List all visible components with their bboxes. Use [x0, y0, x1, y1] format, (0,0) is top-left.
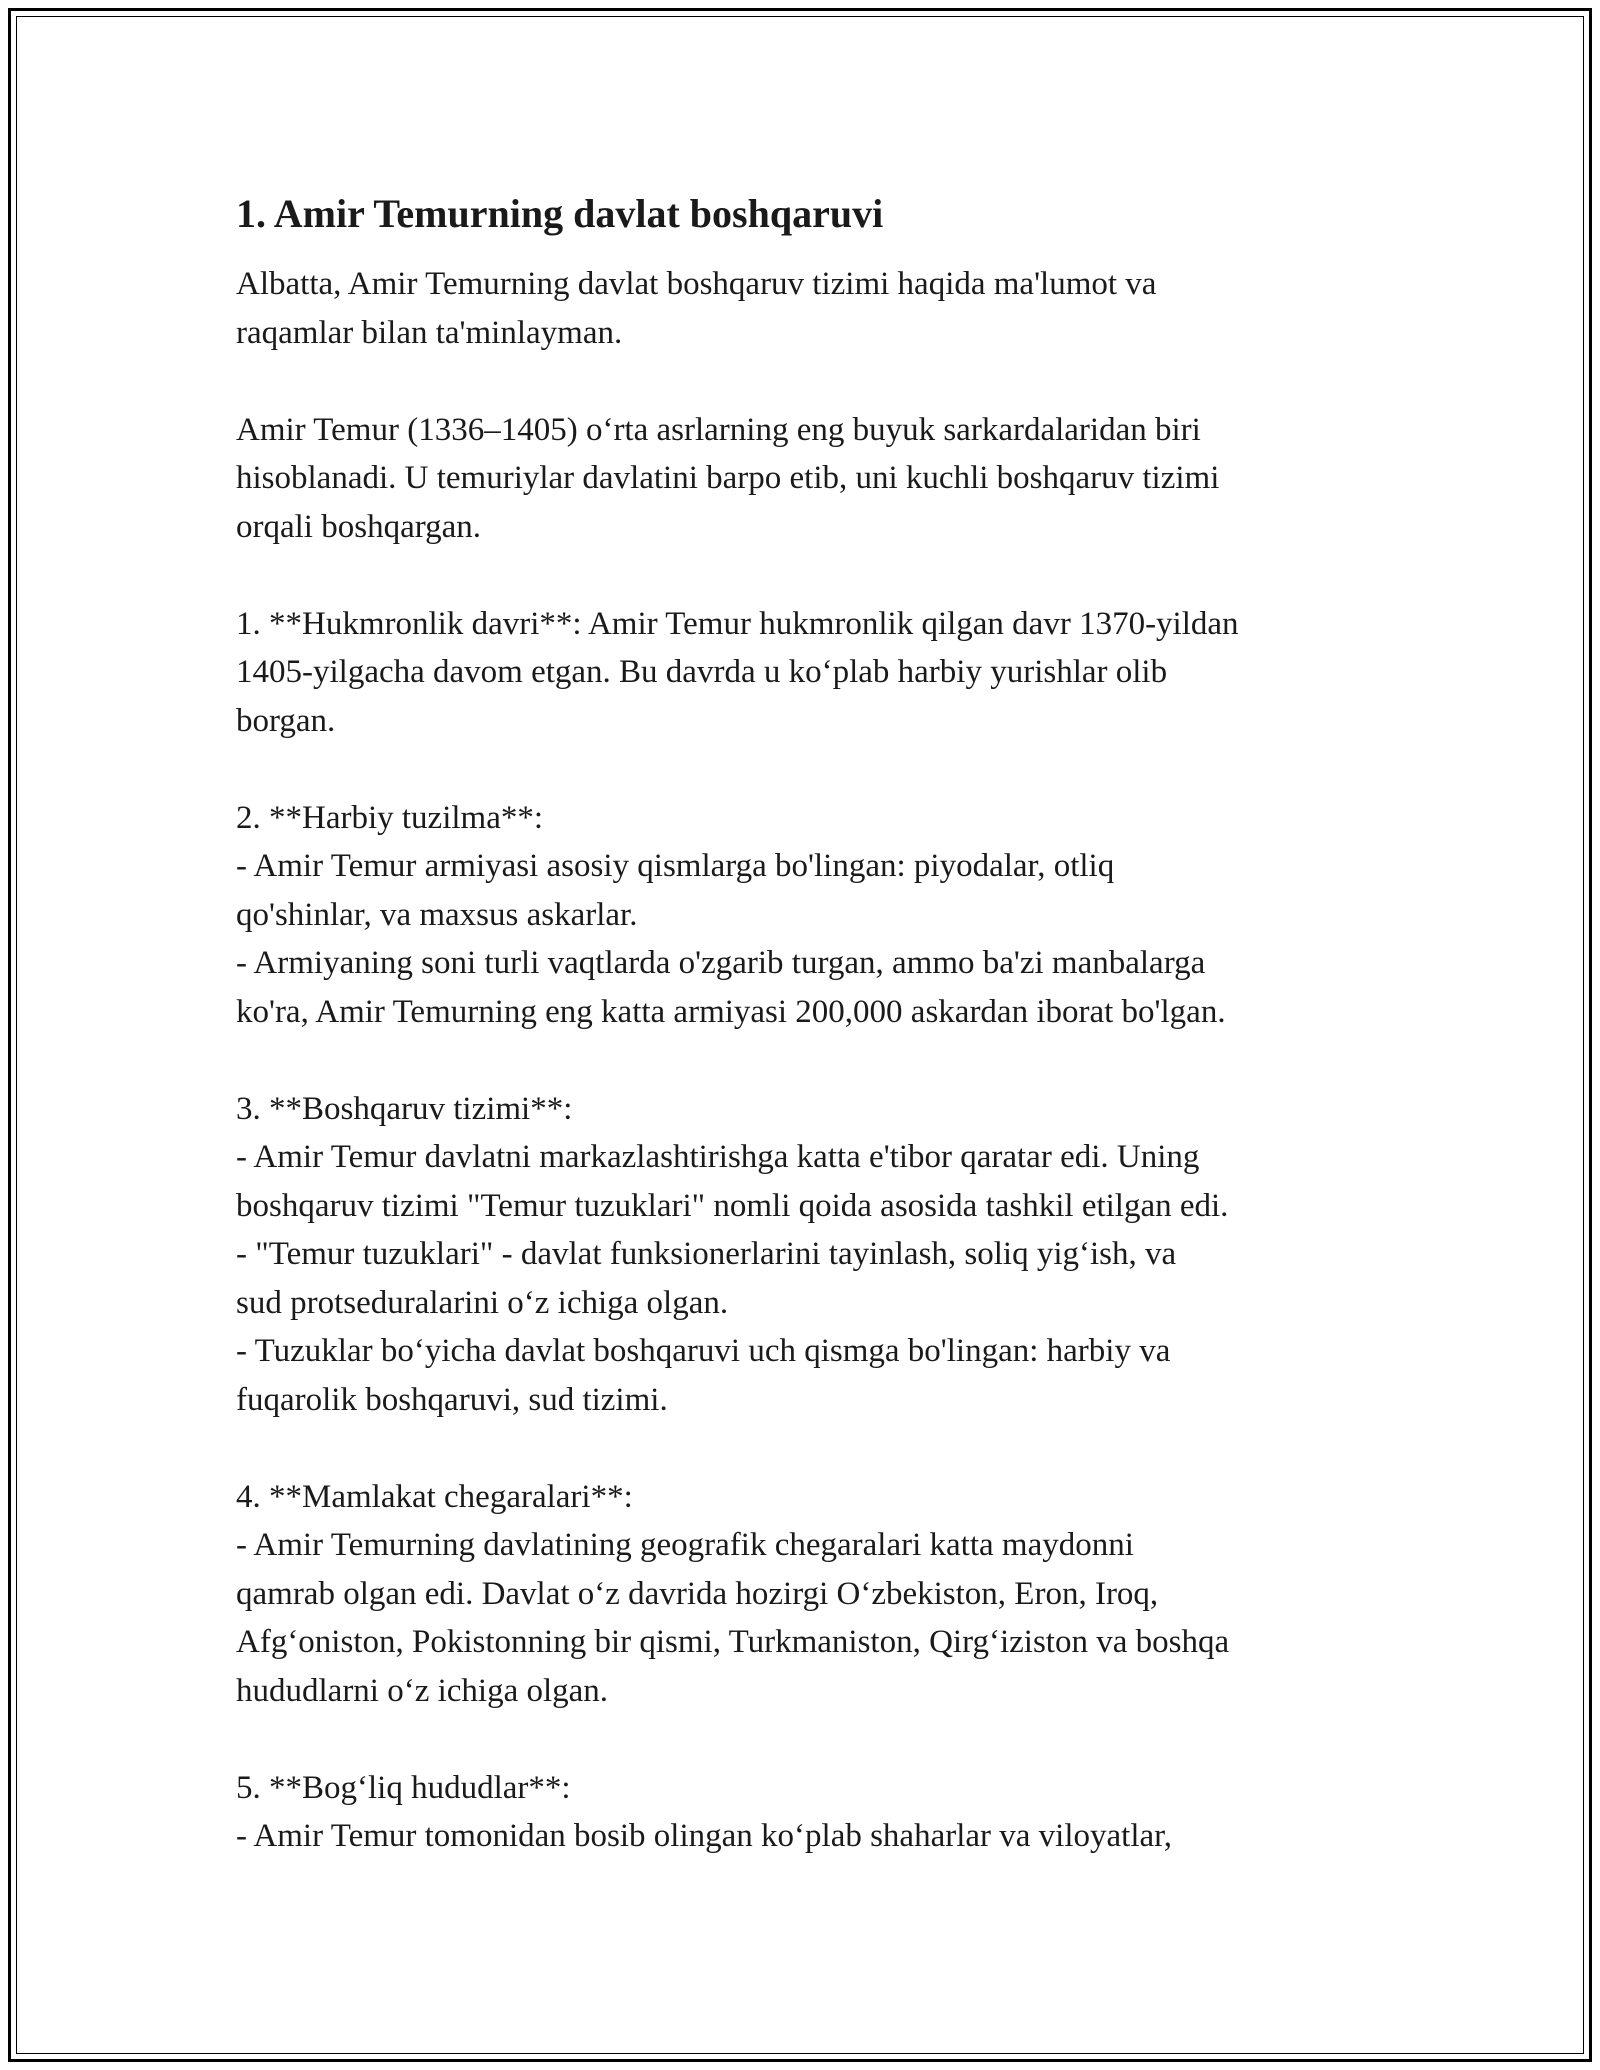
section-5-bullet-1: - Amir Temur tomonidan bosib olingan ko‘plab shaharlar va viloyatlar, — [236, 1818, 1173, 1854]
section-1-text: 1. **Hukmronlik davri**: Amir Temur hukmronlik qilgan davr 1370-yildan 1405-yilgacha davom etgan. Bu davrda u ko‘plab harbiy yurishlar olib borgan. — [236, 605, 1239, 739]
section-2-bullet-2: - Armiyaning soni turli vaqtlarda o'zgarib turgan, ammo ba'zi manbalarga ko'ra, Amir Temurning eng katta armiyasi 200,000 askardan iborat bo'lgan. — [236, 945, 1226, 1030]
section-4-bullet-1: - Amir Temurning davlatining geografik chegaralari katta maydonni qamrab olgan edi. Davlat o‘z davrida hozirgi O‘zbekiston, Eron, Iroq, Afg‘oniston, Pokistonning bir qismi, Turkmaniston, Qirg‘iziston va boshqa hududlarni o‘z ichiga olgan. — [236, 1527, 1230, 1709]
section-4-title: 4. **Mamlakat chegaralari**: — [236, 1478, 633, 1515]
section-3-bullet-3: - Tuzuklar bo‘yicha davlat boshqaruvi uch qismga bo'lingan: harbiy va fuqarolik boshqaruvi, sud tizimi. — [236, 1333, 1171, 1418]
paragraph-spacer — [236, 357, 1376, 406]
paragraph-spacer — [236, 1715, 1376, 1764]
overview-paragraph: Amir Temur (1336–1405) o‘rta asrlarning eng buyuk sarkardalaridan biri hisoblanadi. U temuriylar davlatini barpo etib, uni kuchli boshqaruv tizimi orqali boshqargan. — [236, 411, 1220, 545]
paragraph-spacer — [236, 551, 1376, 600]
document-heading: 1. Amir Temurning davlat boshqaruvi — [236, 191, 884, 236]
section-3-title: 3. **Boshqaruv tizimi**: — [236, 1090, 573, 1127]
section-2-bullet-1: - Amir Temur armiyasi asosiy qismlarga bo'lingan: piyodalar, otliq qo'shinlar, va maxsus askarlar. — [236, 848, 1115, 933]
paragraph-spacer — [236, 745, 1376, 794]
document-body — [236, 186, 1376, 1861]
section-5-title: 5. **Bog‘liq hududlar**: — [236, 1769, 571, 1806]
section-2-title: 2. **Harbiy tuzilma**: — [236, 799, 544, 836]
section-3-bullet-2: - "Temur tuzuklari" - davlat funksionerlarini tayinlash, soliq yig‘ish, va sud protseduralarini o‘z ichiga olgan. — [236, 1236, 1177, 1321]
paragraph-spacer — [236, 1036, 1376, 1085]
paragraph-spacer — [236, 1424, 1376, 1473]
section-3-bullet-1: - Amir Temur davlatni markazlashtirishga katta e'tibor qaratar edi. Uning boshqaruv tizimi "Temur tuzuklari" nomli qoida asosida tashkil etilgan edi. — [236, 1139, 1229, 1224]
intro-paragraph: Albatta, Amir Temurning davlat boshqaruv tizimi haqida ma'lumot va raqamlar bilan ta'minlayman. — [236, 266, 1157, 351]
